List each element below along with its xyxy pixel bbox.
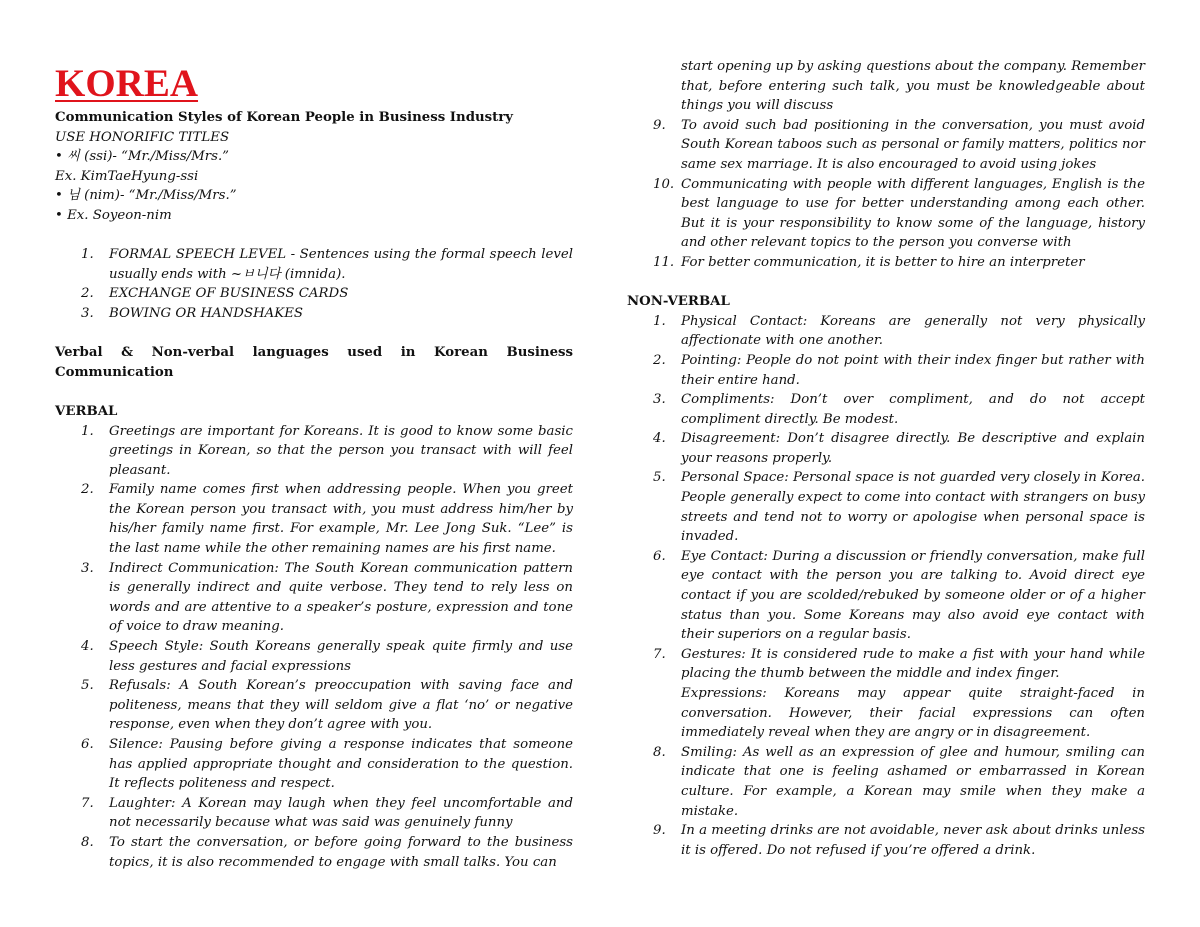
- list-number: 3.: [81, 305, 94, 321]
- list-item: [55, 794, 573, 833]
- list-item: [55, 735, 573, 794]
- list-text: Compliments: Don’t over compliment, and do not accept compliment directly. Be modest.: [681, 392, 1145, 427]
- list-text: Smiling: As well as an expression of glee and humour, smiling can indicate that one is feeling ashamed or embarrassed in Korean culture. For example, a Korean may smile when they make a mistake.: [681, 744, 1145, 819]
- nonverbal-list: [627, 312, 1145, 684]
- list-number: 4.: [81, 639, 94, 655]
- list-text: Laughter: A Korean may laugh when they feel uncomfortable and not necessarily because what was said was genuinely funny: [109, 795, 573, 831]
- list-number: 5.: [653, 470, 666, 486]
- list-item: [627, 312, 1145, 351]
- list-text: Silence: Pausing before giving a response indicates that someone has applied appropriate thought and consideration to the question. It reflects politeness and respect.: [109, 737, 573, 792]
- list-number: 7.: [81, 795, 94, 811]
- list-text: Physical Contact: Koreans are generally not very physically affectionate with one another.: [681, 313, 1145, 349]
- list-text: EXCHANGE OF BUSINESS CARDS: [109, 286, 349, 302]
- list-number: 4.: [653, 431, 666, 447]
- list-text: Indirect Communication: The South Korean communication pattern is generally indirect and quite verbose. They tend to rely less on words and are attentive to a speaker’s posture, expression and tone of voice to draw meaning.: [109, 560, 573, 635]
- list-number: 2.: [81, 286, 94, 302]
- verbal-continuation: start opening up by asking questions about the company. Remember that, before entering such talk, you must be knowledgeable about things you will discuss: [681, 59, 1145, 114]
- list-item: [55, 676, 573, 735]
- honorific-line: USE HONORIFIC TITLES: [55, 129, 230, 145]
- list-item: [627, 116, 1145, 175]
- list-number: 2.: [81, 482, 94, 498]
- list-number: 6.: [81, 737, 94, 752]
- list-item: [627, 351, 1145, 390]
- list-number: 8.: [81, 834, 94, 850]
- honorific-line: • Ex. Soyeon-nim: [55, 207, 172, 223]
- list-number: 1.: [81, 423, 94, 439]
- honorific-line: • 님 (nim)- “Mr./Miss/Mrs.”: [55, 188, 237, 204]
- list-text: FORMAL SPEECH LEVEL - Sentences using the formal speech level usually ends with ~ㅂ니다 (imnida).: [109, 247, 573, 282]
- verbal-heading: VERBAL: [55, 403, 118, 419]
- list-item: [55, 480, 573, 558]
- section-heading: Verbal & Non-verbal languages used in Korean Business Communication: [55, 345, 573, 380]
- list-item: [627, 821, 1145, 860]
- honorific-line: Ex. KimTaeHyung-ssi: [55, 168, 199, 184]
- list-number: 7.: [653, 646, 666, 662]
- list-text: Pointing: People do not point with their index finger but rather with their entire hand.: [681, 352, 1145, 388]
- list-text: To avoid such bad positioning in the conversation, you must avoid South Korean taboos such as personal or family matters, politics nor same sex marriage. It is also encouraged to avoid using jokes: [681, 117, 1145, 172]
- nonverbal-heading: NON-VERBAL: [627, 294, 730, 310]
- right-column: [627, 57, 1145, 860]
- verbal-list: [55, 422, 573, 873]
- list-text: Refusals: A South Korean’s preoccupation with saving face and politeness, means that they will seldom give a flat ‘no’ or negative response, even when they don’t agree with you.: [109, 678, 573, 733]
- list-text: To start the conversation, or before going forward to the business topics, it is also recommended to engage with small talks. You can: [109, 834, 573, 870]
- left-column: [55, 62, 573, 872]
- list-text: In a meeting drinks are not avoidable, never ask about drinks unless it is offered. Do not refused if you’re offered a drink.: [681, 823, 1145, 858]
- list-number: 8.: [653, 744, 666, 760]
- list-text: Gestures: It is considered rude to make a fist with your hand while placing the thumb between the middle and index finger.: [681, 646, 1145, 682]
- list-number: 1.: [653, 313, 666, 329]
- document-subtitle: Communication Styles of Korean People in Business Industry: [55, 110, 514, 125]
- list-number: 6.: [653, 548, 666, 564]
- list-item: [55, 422, 573, 481]
- list-item: [55, 245, 573, 284]
- list-number: 9.: [653, 117, 666, 133]
- list-item: [55, 284, 573, 304]
- list-number: 5.: [81, 678, 94, 694]
- list-number: 2.: [653, 352, 666, 368]
- list-text: Personal Space: Personal space is not guarded very closely in Korea. People generally expect to come into contact with strangers on busy streets and tend not to worry or apologise when personal space is invaded.: [681, 470, 1145, 545]
- list-item: [55, 304, 573, 324]
- list-item: [55, 833, 573, 872]
- list-item: [627, 429, 1145, 468]
- honorific-section: [55, 128, 573, 226]
- list-number: 3.: [81, 560, 94, 576]
- list-item: [627, 645, 1145, 684]
- nonverbal-list-continued: [627, 743, 1145, 861]
- list-item: [627, 390, 1145, 429]
- list-text: Eye Contact: During a discussion or friendly conversation, make full eye contact with the person you are talking to. Avoid direct eye contact if you are scolded/rebuked by someone older or of a higher status than you. Some Koreans may also avoid eye contact with their superiors on a regular basis.: [681, 548, 1145, 643]
- list-number: 9.: [653, 823, 666, 839]
- list-text: Family name comes first when addressing people. When you greet the Korean person you transact with, you must address him/her by his/her family name first. For example, Mr. Lee Jong Suk. “Lee” is the last name while the other remaining names are his first name.: [109, 482, 573, 557]
- list-number: 11.: [653, 254, 675, 270]
- list-number: 3.: [653, 392, 666, 408]
- list-number: 1.: [81, 247, 94, 263]
- list-item: [627, 175, 1145, 253]
- list-item: [627, 547, 1145, 645]
- expressions-paragraph: Expressions: Koreans may appear quite straight-faced in conversation. However, their facial expressions can often immediately reveal when they are angry or in disagreement.: [681, 686, 1145, 741]
- list-text: Speech Style: South Koreans generally speak quite firmly and use less gestures and facial expressions: [109, 639, 573, 674]
- document-title: KOREA: [55, 62, 199, 105]
- verbal-list-continued: [627, 116, 1145, 273]
- list-text: For better communication, it is better to hire an interpreter: [681, 254, 1085, 270]
- list-item: [627, 743, 1145, 821]
- list-text: BOWING OR HANDSHAKES: [109, 305, 304, 321]
- list-text: Greetings are important for Koreans. It is good to know some basic greetings in Korean, so that the person you transact with will feel pleasant.: [109, 423, 573, 478]
- list-item: [627, 468, 1145, 546]
- list-item: [55, 637, 573, 676]
- list-number: 10.: [653, 176, 675, 192]
- list-item: [627, 253, 1145, 273]
- list-text: Disagreement: Don’t disagree directly. Be descriptive and explain your reasons properly.: [681, 431, 1145, 466]
- list-text: Communicating with people with different languages, English is the best language to use for better understanding among each other. But it is your responsibility to know some of the language, history and other relevant topics to the person you converse with: [681, 176, 1145, 251]
- formal-list: [55, 245, 573, 323]
- list-item: [55, 559, 573, 637]
- honorific-line: • 씨 (ssi)- “Mr./Miss/Mrs.”: [55, 149, 229, 165]
